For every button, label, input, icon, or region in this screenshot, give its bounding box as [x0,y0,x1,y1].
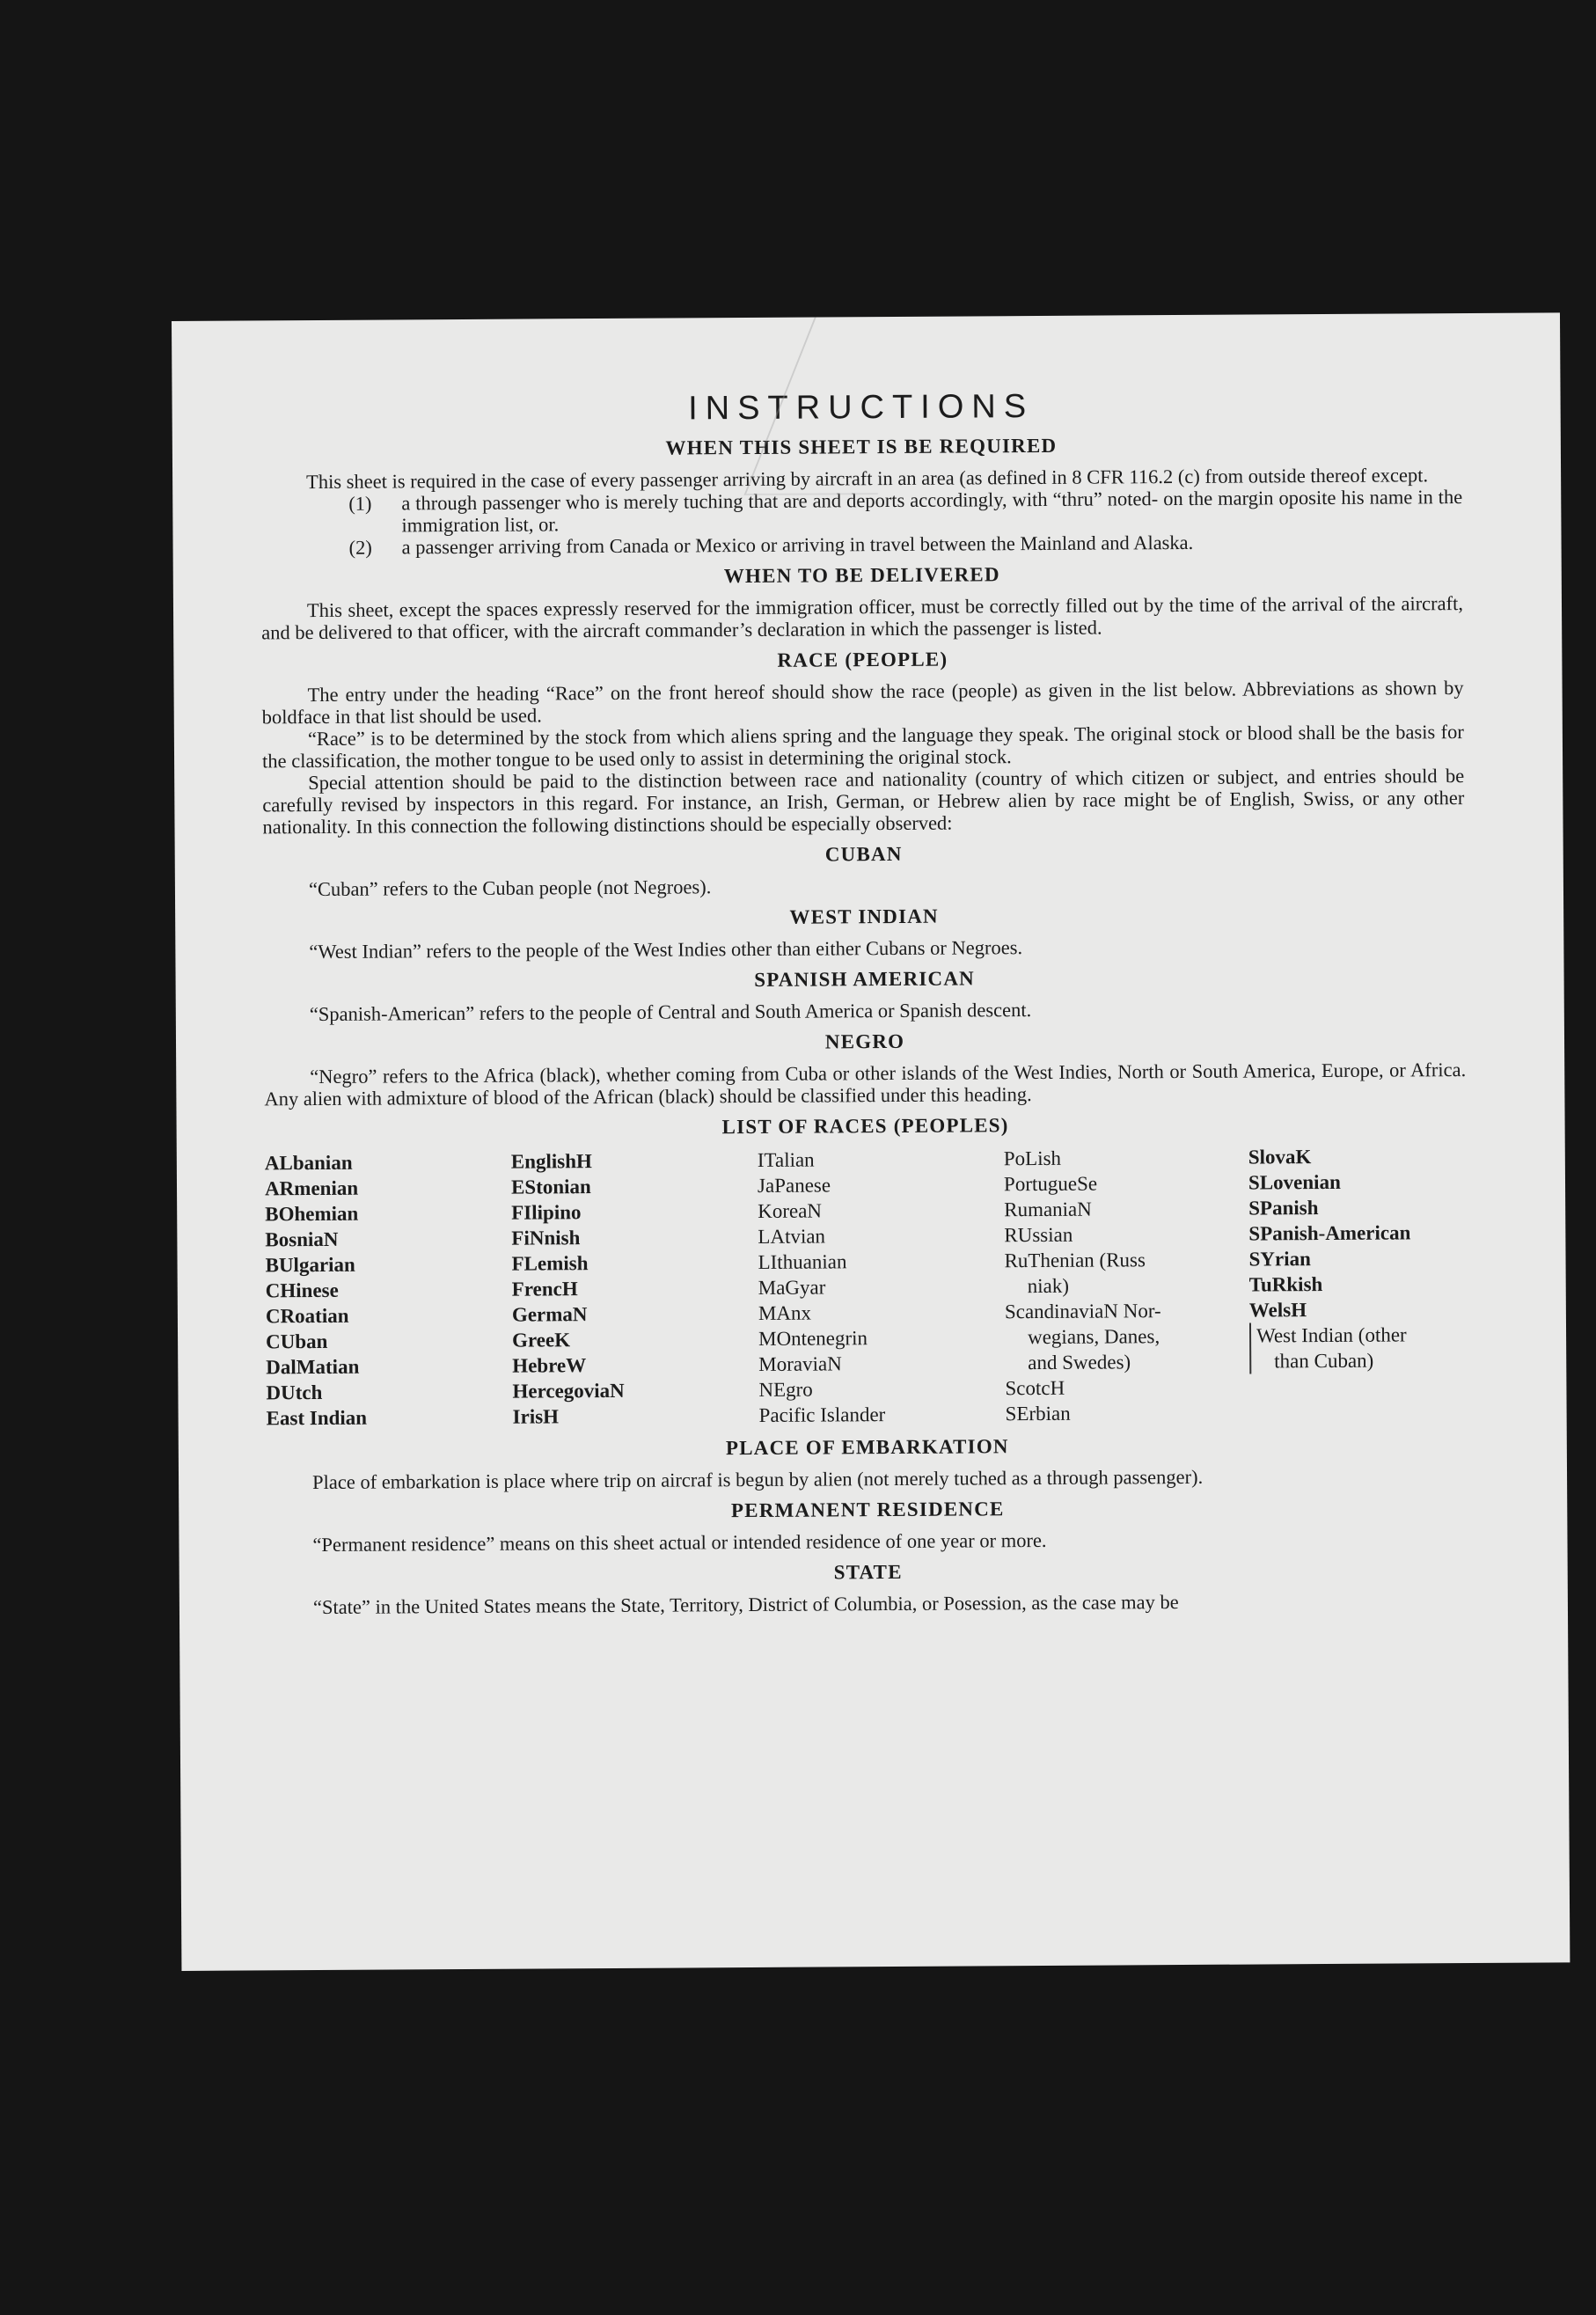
when-required-intro: This sheet is required in the case of every passenger arriving by aircraft in an area (as defined in 8 CFR 116.2 (c) from outside thereof except. [306,464,1429,494]
race-entry: NEgro [758,1378,813,1401]
race-entry: MAnx [758,1301,812,1324]
heading-when-delivered: WHEN TO BE DELIVERED [723,563,1000,588]
race-paragraph-2: “Race” is to be determined by the stock from which aliens spring and the language they speak. The original stock or blood shall be the basis for the classification, the mother tongue to be used only to assist in determining the original stock. [261,721,1464,773]
race-entry: SPanish-American [1248,1221,1411,1245]
race-entry: SLovenian [1248,1170,1341,1194]
race-entry: ALbanian [264,1151,353,1175]
heading-permanent-residence: PERMANENT RESIDENCE [730,1498,1005,1522]
race-entry: East Indian [266,1406,368,1430]
race-entry: FiNnish [511,1227,581,1249]
heading-embarkation: PLACE OF EMBARKATION [725,1435,1009,1460]
race-entry: GermaN [511,1303,588,1326]
race-entry: MaGyar [758,1276,826,1299]
race-entry: ScotcH [1005,1376,1065,1400]
item-number: (1) [348,492,372,515]
race-entry: LIthuanian [758,1250,847,1273]
race-entry: RuThenian (Russ [1004,1249,1146,1272]
races-column [1248,1143,1479,1425]
residence-text: “Permanent residence” means on this sheet actual or intended residence of one year or more. [312,1528,1047,1557]
races-column [758,1146,1006,1428]
heading-negro: NEGRO [824,1029,905,1053]
race-entry: SErbian [1005,1402,1071,1425]
race-paragraph-1: The entry under the heading “Race” on the front hereof should show the race (people) as given in the list below. Abbreviations as shown by boldface in that list should be used. [261,677,1464,729]
race-entry: Pacific Islander [758,1403,886,1426]
heading-cuban: CUBAN [824,842,903,866]
race-entry: and Swedes) [1028,1351,1131,1374]
race-entry: PoLish [1003,1147,1062,1170]
races-column [1004,1145,1250,1427]
race-entry: PortugueSe [1003,1172,1098,1196]
race-entry: West Indian (other [1249,1322,1478,1349]
item-text: a through passenger who is merely tuching that are and deports accordingly, with “thru” noted- on the margin oposite his name in the immigration list, or. [401,486,1463,537]
race-entry: TuRkish [1248,1273,1323,1296]
race-entry: GreeK [512,1329,571,1352]
west-indian-text: “West Indian” refers to the people of the West Indies other than either Cubans or Negroes. [309,936,1023,963]
heading-spanish-american: SPANISH AMERICAN [754,967,976,991]
race-entry: EStonian [510,1176,591,1198]
race-entry: LAtvian [758,1225,826,1248]
when-delivered-text: This sheet, except the spaces expressly reserved for the immigration officer, must be correctly filled out by the time of the arrival of the aircraft, and be delivered to that officer, with the aircraft commander’s declaration in which the passenger is listed. [261,592,1464,644]
page-title: INSTRUCTIONS [687,388,1035,428]
cuban-text: “Cuban” refers to the Cuban people (not Negroes). [308,875,712,901]
spanish-american-text: “Spanish-American” refers to the people of Central and South America or Spanish descent. [309,999,1032,1026]
race-entry: HercegoviaN [512,1379,625,1403]
race-paragraph-3: Special attention should be paid to the distinction between race and nationality (country of which citizen or subject, and entries should be carefully revised by inspectors in this regard. For instance, an Irish, German, or Hebrew alien by race might be of English, Swiss, or any other nationality. In this connection the following distinctions should be especially observed: [262,765,1465,839]
race-entry: IrisH [512,1405,560,1428]
heading-list-of-races: LIST OF RACES (PEOPLES) [721,1114,1009,1139]
race-entry: SYrian [1248,1248,1311,1271]
races-column [265,1149,513,1432]
race-entry: wegians, Danes, [1027,1325,1160,1349]
race-entry: BOhemian [265,1202,359,1226]
race-entry: EnglishH [510,1150,592,1173]
heading-when-required: WHEN THIS SHEET IS BE REQUIRED [665,434,1058,459]
race-entry: DalMatian [266,1355,360,1379]
race-entry: FrencH [511,1278,578,1300]
race-entry: FIlipino [511,1201,582,1224]
race-entry: BosniaN [265,1227,339,1251]
race-entry: CHinese [265,1278,339,1302]
race-entry: DUtch [266,1381,323,1404]
race-entry: MoraviaN [758,1352,842,1375]
heading-state: STATE [833,1560,903,1584]
heading-west-indian: WEST INDIAN [789,905,939,928]
state-text: “State” in the United States means the State, Territory, District of Columbia, or Posession, as the case may be [312,1591,1179,1619]
race-entry: SlovaK [1248,1146,1312,1168]
race-entry: BUlgarian [265,1253,355,1277]
race-entry: RUssian [1004,1223,1073,1247]
item-text: a passenger arriving from Canada or Mexico or arriving in travel between the Mainland and Alaska. [401,531,1194,559]
race-entry: WelsH [1248,1299,1307,1322]
race-entry: niak) [1027,1274,1070,1298]
race-entry: CRoatian [265,1304,349,1328]
embarkation-text: Place of embarkation is place where trip on aircraf is begun by alien (not merely tuched as a through passenger). [311,1465,1204,1494]
races-list [265,1143,1468,1431]
race-entry: RumaniaN [1004,1198,1092,1221]
race-entry: FLemish [511,1252,589,1275]
instruction-sheet [172,312,1570,1971]
race-entry: ScandinaviaN Nor- [1004,1300,1161,1323]
race-entry: ARmenian [264,1176,359,1200]
race-entry: CUban [266,1330,328,1353]
race-entry: MOntenegrin [758,1327,868,1350]
race-entry: ITalian [757,1148,815,1171]
race-entry: KoreaN [758,1199,823,1222]
race-entry: SPanish [1248,1197,1319,1220]
race-entry: than Cuban) [1249,1347,1478,1374]
negro-text: “Negro” refers to the Africa (black), whether coming from Cuba or other islands of the West Indies, North or South America, Europe, or Africa. Any alien with admixture of blood of the African (black) should be classified under this heading. [264,1059,1467,1110]
item-number: (2) [348,536,372,559]
heading-race: RACE (PEOPLE) [777,648,948,671]
race-entry: HebreW [512,1354,587,1377]
race-entry: JaPanese [757,1174,831,1197]
races-column [511,1147,759,1430]
